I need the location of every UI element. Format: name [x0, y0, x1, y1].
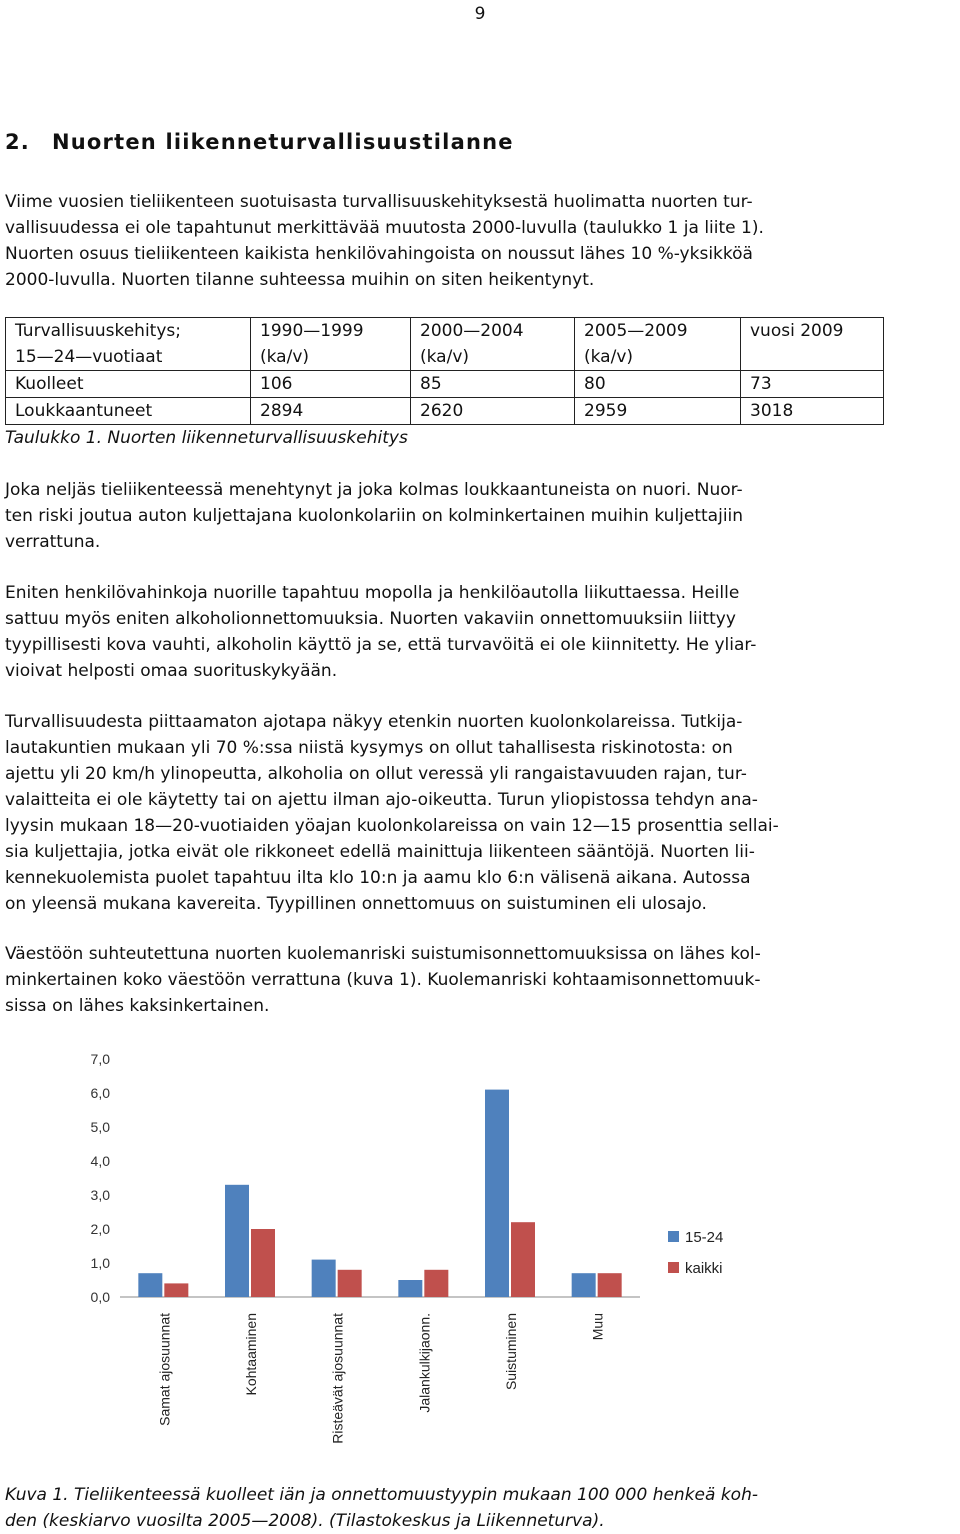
table-cell: Kuolleet	[6, 371, 251, 398]
x-tick-label: Suistuminen	[503, 1313, 519, 1391]
table-header-cell: vuosi 2009	[741, 318, 884, 371]
bar	[338, 1270, 362, 1297]
table-header-cell	[251, 318, 411, 371]
text-line: on yleensä mukana kavereita. Tyypillinen onnettomuus on suistuminen eli ulosajo.	[5, 894, 707, 914]
paragraph-5	[5, 941, 953, 1019]
text-line: lautakuntien mukaan yli 70 %:ssa niistä kysymys on ollut tahallisesta riskinotosta: on	[5, 738, 733, 758]
header-line: 2000—2004	[420, 321, 524, 341]
legend-label: 15-24	[685, 1229, 724, 1246]
table-cell: 106	[251, 371, 411, 398]
table-header-row	[6, 318, 884, 371]
text-line: ten riski joutua auton kuljettajana kuolonkolariin on kolminkertainen muihin kuljettajiin	[5, 506, 744, 526]
table-cell: 2959	[575, 398, 741, 425]
y-tick-label: 4,0	[90, 1153, 110, 1169]
table-caption: Taulukko 1. Nuorten liikenneturvallisuuskehitys	[5, 428, 408, 448]
table-header-cell	[411, 318, 575, 371]
safety-table	[5, 317, 884, 425]
text-line: vallisuudessa ei ole tapahtunut merkittävää muutosta 2000-luvulla (taulukko 1 ja liite 1).	[5, 218, 764, 238]
bar	[251, 1229, 275, 1297]
text-line: Eniten henkilövahinkoja nuorille tapahtuu mopolla ja henkilöautolla liikuttaessa. Heille	[5, 583, 740, 603]
bar	[598, 1273, 622, 1297]
text-line: Nuorten osuus tieliikenteen kaikista henkilövahingoista on noussut lähes 10 %-yksikköä	[5, 244, 753, 264]
bar	[398, 1280, 422, 1297]
table-header-cell	[6, 318, 251, 371]
table-header-cell	[575, 318, 741, 371]
figure-caption	[5, 1482, 758, 1534]
bar	[424, 1270, 448, 1297]
text-line: den (keskiarvo vuosilta 2005—2008). (Tilastokeskus ja Liikenneturva).	[5, 1511, 605, 1531]
y-tick-label: 5,0	[90, 1119, 110, 1135]
header-line: 2005—2009	[584, 321, 688, 341]
bar	[138, 1273, 162, 1297]
text-line: minkertainen koko väestöön verrattuna (kuva 1). Kuolemanriski kohtaamisonnettomuuk-	[5, 970, 761, 990]
table-row	[6, 371, 884, 398]
bar	[511, 1222, 535, 1297]
table-cell: 2894	[251, 398, 411, 425]
text-line: 2000-luvulla. Nuorten tilanne suhteessa muihin on siten heikentynyt.	[5, 270, 595, 290]
section-title: Nuorten liikenneturvallisuustilanne	[52, 130, 514, 154]
text-line: sia kuljettajia, jotka eivät ole rikkoneet edellä mainittuja liikenteen sääntöjä. Nuorten lii-	[5, 842, 755, 862]
table-cell: 2620	[411, 398, 575, 425]
paragraph-4	[5, 709, 953, 917]
text-line: Väestöön suhteutettuna nuorten kuolemanriski suistumisonnettomuuksissa on lähes kol-	[5, 944, 761, 964]
table-cell: 3018	[741, 398, 884, 425]
y-tick-label: 1,0	[90, 1255, 110, 1271]
x-tick-label: Risteävät ajosuunnat	[329, 1313, 346, 1444]
x-tick-label: Samat ajosuunnat	[156, 1313, 173, 1426]
bar	[485, 1090, 509, 1297]
text-line: verrattuna.	[5, 532, 101, 552]
text-line: lyysin mukaan 18—20-vuotiaiden yöajan kuolonkolareissa on vain 12—15 prosenttia sellai-	[5, 816, 779, 836]
paragraph-2	[5, 477, 953, 555]
text-line: Joka neljäs tieliikenteessä menehtynyt ja joka kolmas loukkaantuneista on nuori. Nuor-	[5, 480, 743, 500]
section-heading	[5, 130, 514, 154]
text-line: sissa on lähes kaksinkertainen.	[5, 996, 270, 1016]
text-line: tyypillisesti kova vauhti, alkoholin käyttö ja se, että turvavöitä ei ole kiinnitetty. He yliar-	[5, 635, 757, 655]
table-row	[6, 398, 884, 425]
accident-type-chart	[60, 1045, 750, 1475]
table-cell: 80	[575, 371, 741, 398]
header-line: (ka/v)	[260, 347, 310, 367]
paragraph-3	[5, 580, 953, 684]
header-line: Turvallisuuskehitys;	[15, 321, 181, 341]
header-line: 15—24—vuotiaat	[15, 347, 163, 367]
text-line: vioivat helposti omaa suorituskykyään.	[5, 661, 338, 681]
x-tick-label: Jalankulkijaonn.	[416, 1313, 433, 1413]
text-line: ajettu yli 20 km/h ylinopeutta, alkoholia on ollut veressä yli rangaistavuuden rajan, tur-	[5, 764, 747, 784]
page-number: 9	[474, 4, 486, 24]
legend-label: kaikki	[685, 1260, 723, 1277]
bar	[225, 1185, 249, 1297]
header-line: 1990—1999	[260, 321, 364, 341]
text-line: sattuu myös eniten alkoholionnettomuuksia. Nuorten vakaviin onnettomuuksiin liittyy	[5, 609, 736, 629]
header-line: (ka/v)	[584, 347, 634, 367]
y-tick-label: 0,0	[90, 1289, 110, 1305]
section-number: 2.	[5, 130, 30, 154]
bar	[572, 1273, 596, 1297]
paragraph-intro	[5, 189, 953, 293]
header-line: (ka/v)	[420, 347, 470, 367]
text-line: valaitteita ei ole käytetty tai on ajettu ilman ajo-oikeutta. Turun yliopistossa tehdyn ana-	[5, 790, 758, 810]
table-cell: 73	[741, 371, 884, 398]
text-line: Viime vuosien tieliikenteen suotuisasta turvallisuuskehityksestä huolimatta nuorten tur-	[5, 192, 753, 212]
y-tick-label: 7,0	[90, 1051, 110, 1067]
text-line: Turvallisuudesta piittaamaton ajotapa näkyy etenkin nuorten kuolonkolareissa. Tutkija-	[5, 712, 743, 732]
legend-swatch	[668, 1231, 679, 1242]
x-tick-label: Muu	[589, 1313, 606, 1341]
y-tick-label: 3,0	[90, 1187, 110, 1203]
legend-swatch	[668, 1262, 679, 1273]
table-cell: Loukkaantuneet	[6, 398, 251, 425]
bar	[312, 1260, 336, 1297]
bar	[164, 1283, 188, 1297]
y-tick-label: 6,0	[90, 1085, 110, 1101]
text-line: kennekuolemista puolet tapahtuu ilta klo 10:n ja aamu klo 6:n välisenä aikana. Autossa	[5, 868, 751, 888]
y-tick-label: 2,0	[90, 1221, 110, 1237]
table-cell: 85	[411, 371, 575, 398]
text-line: Kuva 1. Tieliikenteessä kuolleet iän ja onnettomuustyypin mukaan 100 000 henkeä koh-	[5, 1485, 758, 1505]
x-tick-label: Kohtaaminen	[243, 1313, 259, 1396]
